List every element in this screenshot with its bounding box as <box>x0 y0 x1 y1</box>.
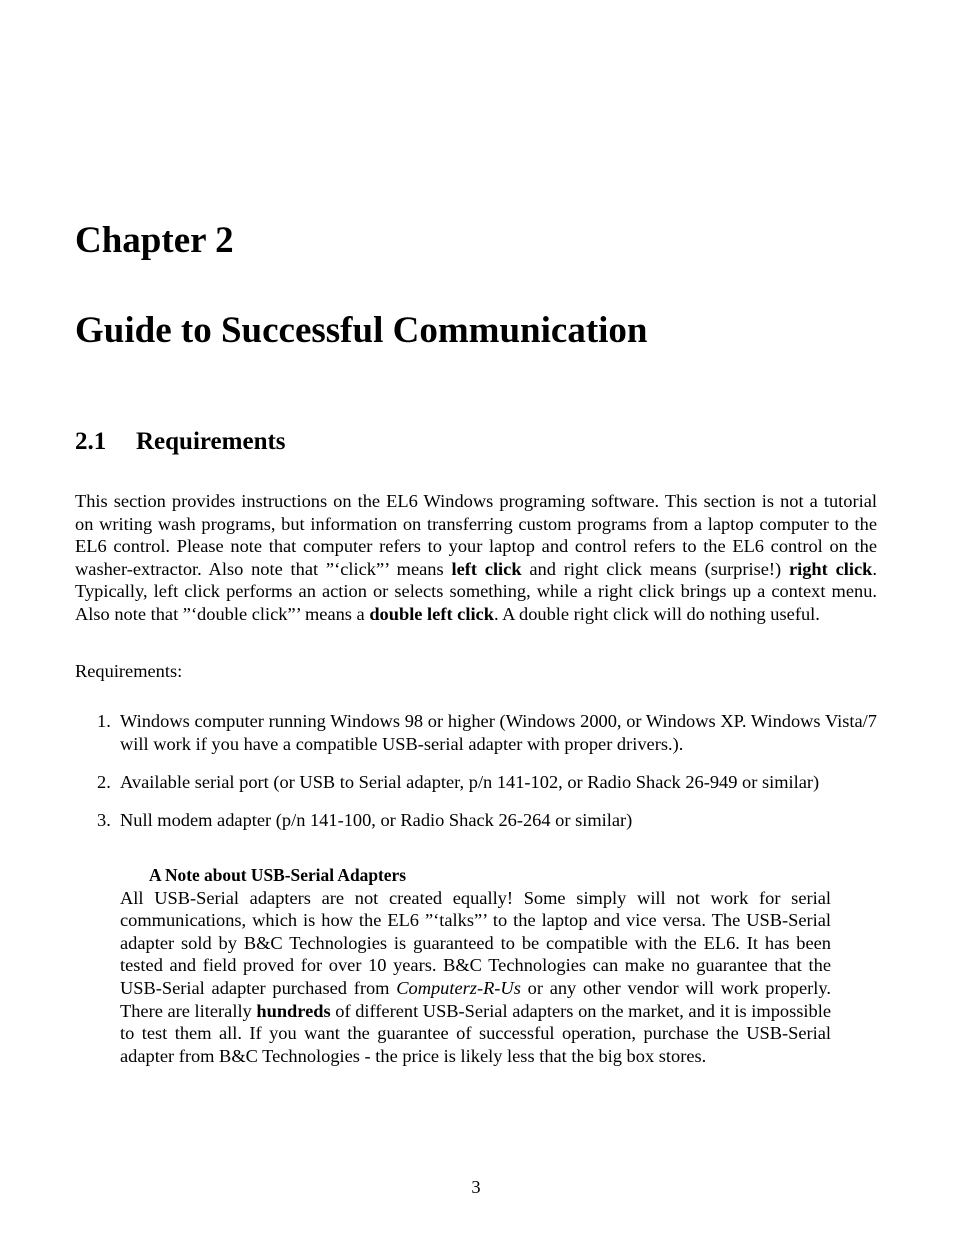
document-page <box>75 0 877 1235</box>
list-item-text: Available serial port (or USB to Serial adapter, p/n 141-102, or Radio Shack 26-949 or similar) <box>120 771 820 792</box>
note-italic-vendor: Computerz-R-Us <box>396 977 521 998</box>
intro-text-2: and right click means (surprise!) <box>521 558 789 579</box>
list-item-text: Null modem adapter (p/n 141-100, or Radio Shack 26-264 or similar) <box>120 809 633 830</box>
list-item <box>75 771 877 794</box>
list-marker: 1. <box>97 711 111 731</box>
note-body <box>120 887 831 1068</box>
intro-text-4: . A double right click will do nothing useful. <box>493 603 820 624</box>
list-item-text: Windows computer running Windows 98 or higher (Windows 2000, or Windows XP. Windows Vista/7 will work if you have a compatible USB-serial adapter with proper drivers.). <box>120 711 877 754</box>
note-text-1: All USB-Serial adapters are not created equally! Some simply will not work for serial communications, which is how the EL6 ”‘talks”’ to the laptop and vice versa. The USB-Serial adapter sold by B&C Technologies is guaranteed to be compatible with the EL6. It has been tested and field proved for over 10 years. B&C Technologies can make no guarantee that the USB-Serial adapter purchased from <box>120 887 831 998</box>
section-heading <box>75 427 286 457</box>
list-marker: 3. <box>97 809 111 830</box>
list-marker: 2. <box>97 771 111 792</box>
usb-serial-note <box>120 864 831 1067</box>
section-number: 2.1 <box>75 428 107 455</box>
intro-text-3: . Typically, left click performs an action or selects something, while a right click brings up a context menu. Also note that ”‘double click”’ means a <box>75 558 877 624</box>
requirements-list <box>75 710 877 831</box>
note-bold-hundreds: hundreds <box>256 1000 331 1021</box>
section-title: Requirements <box>136 428 286 455</box>
intro-bold-right-click: right click <box>788 558 873 579</box>
intro-bold-left-click: left click <box>451 558 522 579</box>
intro-bold-double-left-click: double left click <box>369 603 494 624</box>
chapter-label: Chapter 2 <box>75 220 234 261</box>
note-text-2: or any other vendor will work properly. There are literally <box>120 977 831 1021</box>
chapter-title: Guide to Successful Communication <box>75 310 648 351</box>
note-title: A Note about USB-Serial Adapters <box>149 865 407 885</box>
requirements-label: Requirements: <box>75 661 183 681</box>
list-item <box>75 809 877 832</box>
note-text-3: of different USB-Serial adapters on the market, and it is impossible to test them all. If you want the guarantee of successful operation, purchase the USB-Serial adapter from B&C Technologies - the price is likely less that the big box stores. <box>120 1000 831 1066</box>
page-number: 3 <box>471 1177 481 1197</box>
intro-text-1: This section provides instructions on the EL6 Windows programing software. This section is not a tutorial on writing wash programs, but information on transferring custom programs from a laptop computer to the EL6 control. Please note that computer refers to your laptop and control refers to the EL6 control on the washer-extractor. Also note that ”‘click”’ means <box>75 491 877 579</box>
list-item <box>75 710 877 755</box>
intro-paragraph <box>75 490 877 626</box>
